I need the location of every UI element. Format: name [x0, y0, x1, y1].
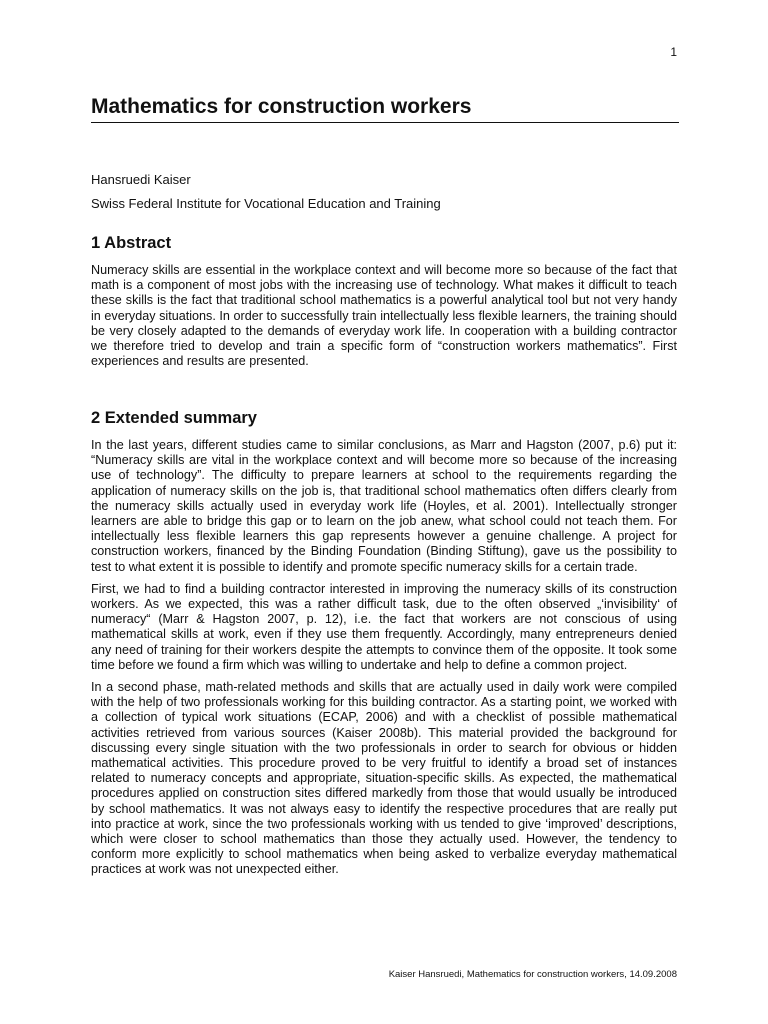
abstract-section — [91, 233, 677, 369]
paper-title: Mathematics for construction workers — [91, 93, 679, 123]
author-affiliation: Swiss Federal Institute for Vocational Education and Training — [91, 196, 441, 211]
page-footer: Kaiser Hansruedi, Mathematics for construction workers, 14.09.2008 — [388, 969, 677, 980]
author-block — [91, 172, 679, 220]
summary-section — [91, 408, 677, 885]
summary-paragraph: In the last years, different studies came to similar conclusions, as Marr and Hagston (2007, p.6) put it: “Numeracy skills are vital in the workplace context and will become more so because of the increasing use of technology”. The difficulty to prepare learners at school to the requirements regarding the application of numeracy skills on the job is, that traditional school mathematics often differs clearly from the numeracy skills actually used in everyday work life (Hoyles, et al. 2001). Intellectually stronger learners are able to bridge this gap or to learn on the job anew, what school could not teach them. For intellectually less flexible learners this gap represents however a genuine challenge. A project for construction workers, financed by the Binding Foundation (Binding Stiftung), gave us the possibility to test to what extent it is possible to identify and promote specific numeracy skills for a certain trade. — [91, 438, 677, 574]
author-name: Hansruedi Kaiser — [91, 172, 191, 187]
abstract-text: Numeracy skills are essential in the workplace context and will become more so because of the fact that math is a component of most jobs with the increasing use of technology. What makes it difficult to teach these skills is the fact that traditional school mathematics is a powerful analytical tool but not very handy in everyday situations. In order to successfully train intellectually less flexible learners, the training should be very closely adapted to the demands of everyday work life. In cooperation with a building contractor we therefore tried to develop and train a specific form of “construction workers mathematics”. First experiences and results are presented. — [91, 263, 677, 369]
summary-heading: 2 Extended summary — [91, 409, 257, 427]
page-number: 1 — [670, 45, 677, 59]
summary-paragraph: In a second phase, math-related methods and skills that are actually used in daily work were compiled with the help of two professionals working for this building contractor. As a starting point, we worked with a collection of typical work situations (ECAP, 2006) and with a checklist of possible mathematical activities retrieved from various sources (Kaiser 2008b). This material provided the background for discussing every single situation with the two professionals in order to search for obvious or hidden mathematical activities. This procedure proved to be very fruitful to identify a broad set of instances related to numeracy concepts and appropriate, situation-specific skills. As expected, the mathematical procedures applied on construction sites differed markedly from those that would usually be introduced by school mathematics. It was not always easy to identify the respective procedures that are really put into practice at work, since the two professionals working with us tended to give ‘improved’ descriptions, which were closer to school mathematics than those they actually used. However, the tendency to conform more explicitly to school mathematics when being asked to verbalize everyday mathematical practices at work was not unexpected either. — [91, 680, 677, 877]
summary-paragraph: First, we had to find a building contractor interested in improving the numeracy skills of its construction workers. As we expected, this was a rather difficult task, due to the often observed „‘invisibility‘ of numeracy“ (Marr & Hagston 2007, p. 12), i.e. the fact that workers are not conscious of using mathematical skills at work, even if they use them frequently. Accordingly, many entrepreneurs denied any need of training for their workers despite the attempts to convince them of the opposite. It took some time before we found a firm which was willing to undertake and help to define a common project. — [91, 581, 677, 672]
abstract-heading: 1 Abstract — [91, 234, 172, 252]
